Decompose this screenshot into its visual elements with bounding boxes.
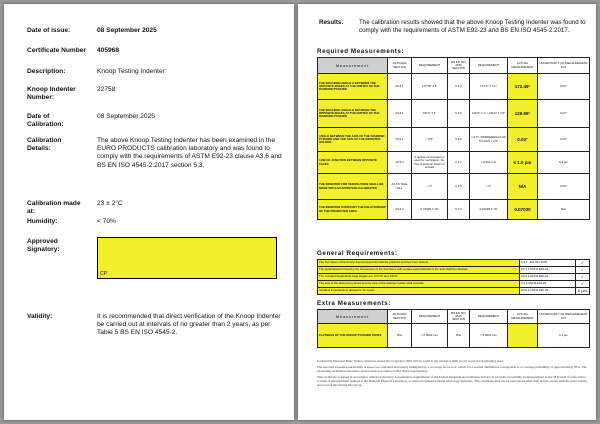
general-requirements-table: [317, 259, 590, 295]
table-header: ASTM E92 SECTION: [388, 58, 412, 74]
field-label: Knoop Indenter Number:: [27, 86, 76, 102]
field-value: 22758: [97, 86, 116, 93]
table-cell: A3.6.3: [388, 152, 412, 174]
extra-measurements-table: [317, 309, 590, 348]
required-measurements-table: [317, 57, 590, 220]
table-header: BS EN ISO 4545 SECTION: [448, 58, 470, 74]
table-cell: 0.07030: [508, 200, 538, 220]
field-label: Date of Calibration:: [27, 113, 64, 129]
table-header: ACTUAL MEASUREMENT: [508, 310, 538, 324]
table-cell: FLATNESS OF THE KNOOP PYRAMID FACES: [318, 324, 388, 348]
extra-measurements-heading: Extra Measurements:: [317, 300, 391, 307]
table-cell: 5.3.7: [448, 152, 470, 174]
field-label: Calibration Details:: [27, 137, 62, 153]
table-header: Measurement: [318, 58, 388, 74]
table-cell: A3.6.1: [388, 128, 412, 152]
table-cell: The four faces of the Knoop diamond pyramid shall be polished and free from defects.: [318, 260, 520, 267]
table-cell: 5.3.5: [448, 174, 470, 200]
field-value: 23 ± 2°C: [97, 200, 123, 207]
field-label: Date of issue:: [27, 27, 71, 34]
field-label: Certificate Number: [27, 47, 86, 54]
table-row: [318, 281, 590, 288]
table-row: [318, 288, 590, 295]
table-row: [318, 260, 590, 267]
results-label: Results:: [319, 19, 344, 26]
table-cell: 172.5° ± 0.1°: [470, 74, 508, 100]
table-cell: A3.3.2 ASTM E92-23: [520, 274, 576, 281]
table-row: [318, 174, 590, 200]
table-header: UNCERTAINTY OF MEASUREMENT K=2: [538, 58, 590, 74]
table-cell: 5.3.2 - EN ISO 4545: [520, 260, 576, 267]
field-value: It is recommended that direct verification of the Knoop Indenter be carried out at intervals of no greater than 2 years, as per Table 5 BS EN ISO 4545-2.: [97, 313, 281, 337]
table-cell: The included longitudinal edge angles are 172°30' and 130°0'.: [318, 274, 520, 281]
required-measurements-heading: Required Measurements:: [317, 48, 405, 55]
table-cell: < 0.0003 mm: [412, 324, 448, 348]
table-cell: ANGLE BETWEEN THE AXIS OF THE DIAMOND PYRAMID AND THE AXIS OF THE INDENTER HOLDER: [318, 128, 388, 152]
field-value: < 70%: [97, 218, 116, 225]
table-header: ASTM E92 SECTION: [388, 310, 412, 324]
table-row: [318, 267, 590, 274]
table-header: ACTUAL MEASUREMENT: [508, 58, 538, 74]
field-label: Validity:: [27, 313, 53, 320]
table-cell: 0.03°: [538, 174, 590, 200]
table-header: UNCERTAINTY OF MEASUREMENT K=2: [538, 310, 590, 324]
table-cell: N/A: [448, 324, 470, 348]
signature-initials: CP: [100, 271, 107, 277]
table-row: [318, 74, 590, 100]
table-cell: ✓: [576, 274, 590, 281]
field-label: Approved Signatory:: [27, 238, 60, 254]
table-row: [318, 152, 590, 174]
table-cell: 0.03°: [538, 128, 590, 152]
field-value: The above Knoop Testing Indenter has been examined in the EURO PRODUCTS calibration laboratory and was found to comply with the requirements of ASTM E92-23 clause A3.6 and BS EN ISO 4545-2:2017 section 5.3.: [97, 137, 282, 169]
table-cell: A3.3.2 ASTM E92-23: [520, 267, 576, 274]
table-cell: < 0.5°: [412, 128, 448, 152]
table-header: REQUIREMENT: [412, 58, 448, 74]
field-value: 08 September 2025: [97, 27, 157, 34]
table-cell: LINE OF JUNCTION BETWEEN OPPOSITE FACES: [318, 152, 388, 174]
table-cell: < 0.0003 mm: [470, 324, 508, 348]
table-cell: A3.6.1: [388, 100, 412, 128]
table-cell: 130.0° ± 1° / 130.0° ± 0.5°: [470, 100, 508, 128]
signature-box: [97, 237, 277, 279]
table-cell: ≤ 0.5° / PERPENDICULAR TO AXIS ± 0.5°: [470, 128, 508, 152]
table-header: Measurement: [318, 310, 388, 324]
table-row: [318, 100, 590, 128]
table-cell: 5.3.6: [448, 128, 470, 152]
table-cell: < 2°: [470, 174, 508, 200]
table-cell: THE INDENTER FOR VERIFICATION SHALL BE MADE WITH AN APPROVED CALIBRATED: [318, 174, 388, 200]
table-cell: 0.03°: [538, 74, 590, 100]
table-cell: 0.5 µm: [538, 152, 590, 174]
table-cell: 5.3.3: [448, 200, 470, 220]
table-cell: N/A: [388, 324, 412, 348]
table-cell: A3.6.5 Table A3.1: [388, 174, 412, 200]
table-cell: 5.3.2: [448, 74, 470, 100]
table-cell: N/A: [538, 200, 590, 220]
table-row: [318, 324, 590, 348]
table-cell: 172°30' ± 5': [412, 74, 448, 100]
field-label: Calibration made at:: [27, 200, 81, 216]
table-cell: [508, 324, 538, 348]
table-cell: 129.99°: [508, 100, 538, 128]
table-cell: N/A: [508, 174, 538, 200]
field-value: 405968: [97, 47, 120, 54]
note-paragraph: The reported expanded uncertainty is based on a standard uncertainty multiplied by a coverage factor k=2, which for a normal distribution corresponds to a coverage probability of approximately 95%. The uncertainty evaluation has been carried out in accordance with UKAS requirements.: [317, 365, 587, 374]
table-cell: THE INDENTER CONSTANT THE RELATIONSHIP OF THE PROJECTED AREA: [318, 200, 388, 220]
table-cell: 0.1 µm: [538, 324, 590, 348]
table-cell: 5.3.4 ASTM E92-23: [520, 281, 576, 288]
table-cell: 0.03°: [538, 100, 590, 128]
table-cell: 0.07028 ± 1%: [412, 200, 448, 220]
table-cell: 0 µm: [576, 288, 590, 295]
table-header: REQUIREMENT: [470, 58, 508, 74]
results-text: The calibration results showed that the above Knoop Testing Indenter was found to comply with the requirements of ASTM E92-23 and BS EN ISO 4545-2:2017.: [359, 19, 586, 34]
field-label: Description:: [27, 68, 66, 75]
certificate-notes: [317, 359, 589, 390]
field-value: 08 September 2025: [97, 113, 155, 120]
table-cell: ≤ 1.0 µm: [508, 152, 538, 174]
table-header: REQUIREMENT: [470, 310, 508, 324]
table-cell: ✓: [576, 267, 590, 274]
certificate-page-right: [298, 4, 596, 420]
table-header: REQUIREMENT: [412, 310, 448, 324]
field-value: Knoop Testing Indenter: [97, 68, 165, 75]
table-row: [318, 200, 590, 220]
table-cell: Smallest imperfections allowed to be made.: [318, 288, 520, 295]
table-cell: 5.3.6: [448, 100, 470, 128]
table-row: [318, 274, 590, 281]
table-cell: The quadrilateral formed by the intersection of the four faces with a plane perpendicular to the axis shall be checked.: [318, 267, 520, 274]
table-cell: THE INCLUDED ANGLE B BETWEEN THE OPPOSITE EDGES AT THE VERTEX OF THE DIAMOND PYRAMID: [318, 100, 388, 128]
table-cell: A3.6.4 ASTM E92-23: [520, 288, 576, 295]
table-cell: If optical examination is used for verification, the line of junction shall not exceed: [412, 152, 448, 174]
table-cell: ✓: [576, 260, 590, 267]
table-cell: < 2°: [412, 174, 448, 200]
table-cell: A3.6.2: [388, 200, 412, 220]
note-paragraph: Conformity Decision Rule: Unless otherwise stated the acceptance limit will be equal to the tolerance limit (w=0) as per the standard(s) used.: [317, 359, 504, 363]
table-cell: THE INCLUDED ANGLE A BETWEEN THE OPPOSITE EDGES AT THE VERTEX OF THE DIAMOND PYRAMID: [318, 74, 388, 100]
general-requirements-heading: General Requirements:: [317, 250, 398, 257]
field-label: Humidity:: [27, 218, 58, 225]
table-row: [318, 128, 590, 152]
certificate-page-left: [4, 4, 294, 420]
table-cell: A3.6.1: [388, 74, 412, 100]
table-cell: The axis of the diamond pyramid and the axis of the indenter holder shall coincide.: [318, 281, 520, 288]
table-cell: 0.03°: [508, 128, 538, 152]
table-cell: ≤ 0.001 mm: [470, 152, 508, 174]
table-cell: 172.49°: [508, 74, 538, 100]
table-cell: 130°0' ± 1°: [412, 100, 448, 128]
table-cell: 0.07028 ± 1%: [470, 200, 508, 220]
note-paragraph: This certificate is issued in accordance with the laboratory accreditation requirements of the United Kingdom Accreditation Service. It provides traceability of measurement to the SI system of units and/or to units of measurement realised at the National Physical Laboratory or other recognised national metrology institutes. This certificate may not be reproduced other than in full, except with the prior written approval of the issuing laboratory.: [317, 375, 588, 388]
table-cell: ✓: [576, 281, 590, 288]
table-header: BS EN ISO 4545 SECTION: [448, 310, 470, 324]
